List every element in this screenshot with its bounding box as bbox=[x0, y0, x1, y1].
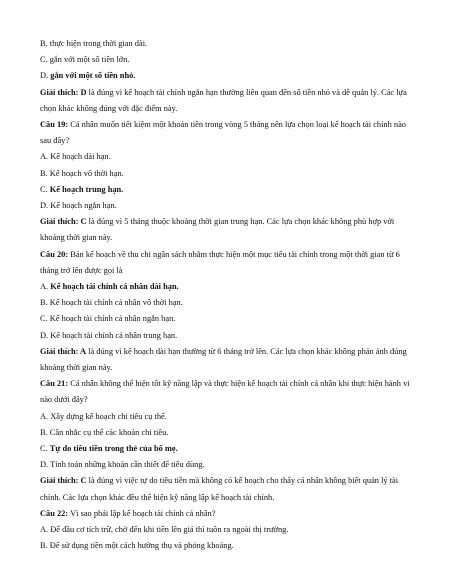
explanation-text: là đúng vì việc tự do tiêu tiền mà không có kế hoạch cho thấy cá nhân không biết quản lý tài chính. Các lựa chọn khác đều thể hiện kỹ năng lập kế hoạch tài chính. bbox=[40, 476, 399, 502]
correct-option-text: Kế hoạch trung hạn. bbox=[49, 184, 124, 194]
question bbox=[40, 247, 416, 279]
option-text: C. gắn với một số tiền lớn. bbox=[40, 55, 130, 65]
correct-option-text: gắn với một số tiền nhỏ. bbox=[50, 71, 136, 81]
question bbox=[40, 117, 416, 149]
option-letter: A. bbox=[40, 282, 51, 292]
answer-option bbox=[40, 182, 416, 198]
question bbox=[40, 506, 416, 522]
question-text: Cá nhân muốn tiết kiệm một khoản tiền trong vòng 5 tháng nên lựa chọn loại kế hoạch tài chính nào sau đây? bbox=[40, 120, 406, 146]
option-text: A. Kế hoạch dài hạn. bbox=[40, 152, 111, 162]
question-number: Câu 21: bbox=[40, 379, 69, 389]
option-text: A. Để đầu cơ tích trữ, chờ đến khi tiền lên giá thì tuôn ra ngoài thị trường. bbox=[40, 525, 289, 535]
explanation-text: là đúng vì kế hoạch tài chính ngắn hạn thường liên quan đến số tiền nhỏ và dễ quản lý. Các lựa chọn khác không đúng với đặc điểm này. bbox=[40, 87, 407, 113]
question-text: Bản kế hoạch về thu chi ngân sách nhằm thực hiện một mục tiêu tài chính trong một thời gian từ 6 tháng trở lên được gọi là bbox=[40, 249, 400, 275]
explanation-label: Giải thích: A bbox=[40, 346, 87, 356]
answer-option bbox=[40, 52, 416, 68]
answer-option bbox=[40, 409, 416, 425]
answer-option bbox=[40, 149, 416, 165]
answer-option bbox=[40, 36, 416, 52]
question-number: Câu 22: bbox=[40, 508, 69, 518]
option-text: C. Kế hoạch tài chính cá nhân ngắn hạn. bbox=[40, 314, 176, 324]
answer-option bbox=[40, 457, 416, 473]
answer-option bbox=[40, 295, 416, 311]
answer-option bbox=[40, 198, 416, 214]
answer-option bbox=[40, 441, 416, 457]
option-text: A. Xây dựng kế hoạch chi tiêu cụ thể. bbox=[40, 411, 167, 421]
answer-option bbox=[40, 425, 416, 441]
option-letter: C. bbox=[40, 444, 50, 454]
explanation-text: là đúng vì kế hoạch dài hạn thường từ 6 tháng trở lên. Các lựa chọn khác không phản ánh đúng khoảng thời gian này. bbox=[40, 346, 407, 373]
option-text: B. Cân nhắc cụ thể các khoản chi tiêu. bbox=[40, 427, 169, 437]
option-text: B. Để sử dụng tiền một cách hưởng thụ và phóng khoáng. bbox=[40, 541, 234, 551]
option-text: B. Kế hoạch vô thời hạn. bbox=[40, 168, 124, 178]
correct-option-text: Kế hoạch tài chính cá nhân dài hạn. bbox=[50, 282, 179, 292]
answer-option bbox=[40, 311, 416, 327]
answer-option bbox=[40, 68, 416, 84]
option-text: B. thực hiện trong thời gian dài. bbox=[40, 39, 148, 48]
explanation bbox=[40, 214, 416, 246]
answer-option bbox=[40, 538, 416, 554]
option-text: D. Kế hoạch ngắn hạn. bbox=[40, 201, 117, 211]
question bbox=[40, 376, 416, 408]
explanation-text: là đúng vì 5 tháng thuộc khoảng thời gian trung hạn. Các lựa chọn khác không phù hợp với khoảng thời gian này. bbox=[40, 217, 395, 243]
answer-option bbox=[40, 328, 416, 344]
explanation bbox=[40, 85, 416, 117]
explanation-label: Giải thích: C bbox=[40, 217, 87, 227]
answer-option bbox=[40, 279, 416, 295]
answer-option bbox=[40, 522, 416, 538]
option-letter: C. bbox=[40, 184, 50, 194]
option-letter: D. bbox=[40, 71, 51, 81]
explanation bbox=[40, 344, 416, 376]
document-body bbox=[40, 36, 416, 555]
question-number: Câu 19: bbox=[40, 120, 69, 130]
option-text: D. Kế hoạch tài chính cá nhân trung hạn. bbox=[40, 330, 178, 340]
explanation bbox=[40, 473, 416, 505]
question-text: Vì sao phải lập kế hoạch tài chính cá nhân? bbox=[68, 508, 216, 518]
option-text: D. Tính toán những khoản cần thiết để tiêu dùng. bbox=[40, 460, 205, 470]
question-number: Câu 20: bbox=[40, 249, 69, 259]
option-text: B. Kế hoạch tài chính cá nhân vô thời hạn. bbox=[40, 298, 183, 308]
explanation-label: Giải thích: D bbox=[40, 87, 87, 97]
answer-option bbox=[40, 166, 416, 182]
question-text: Cá nhân không thể hiện tốt kỹ năng lập và thực hiện kế hoạch tài chính cá nhân khi thực hiện hành vi nào dưới đây? bbox=[40, 379, 410, 405]
correct-option-text: Tự do tiêu tiền trong thẻ của bố mẹ. bbox=[49, 444, 178, 454]
explanation-label: Giải thích: C bbox=[40, 476, 87, 486]
